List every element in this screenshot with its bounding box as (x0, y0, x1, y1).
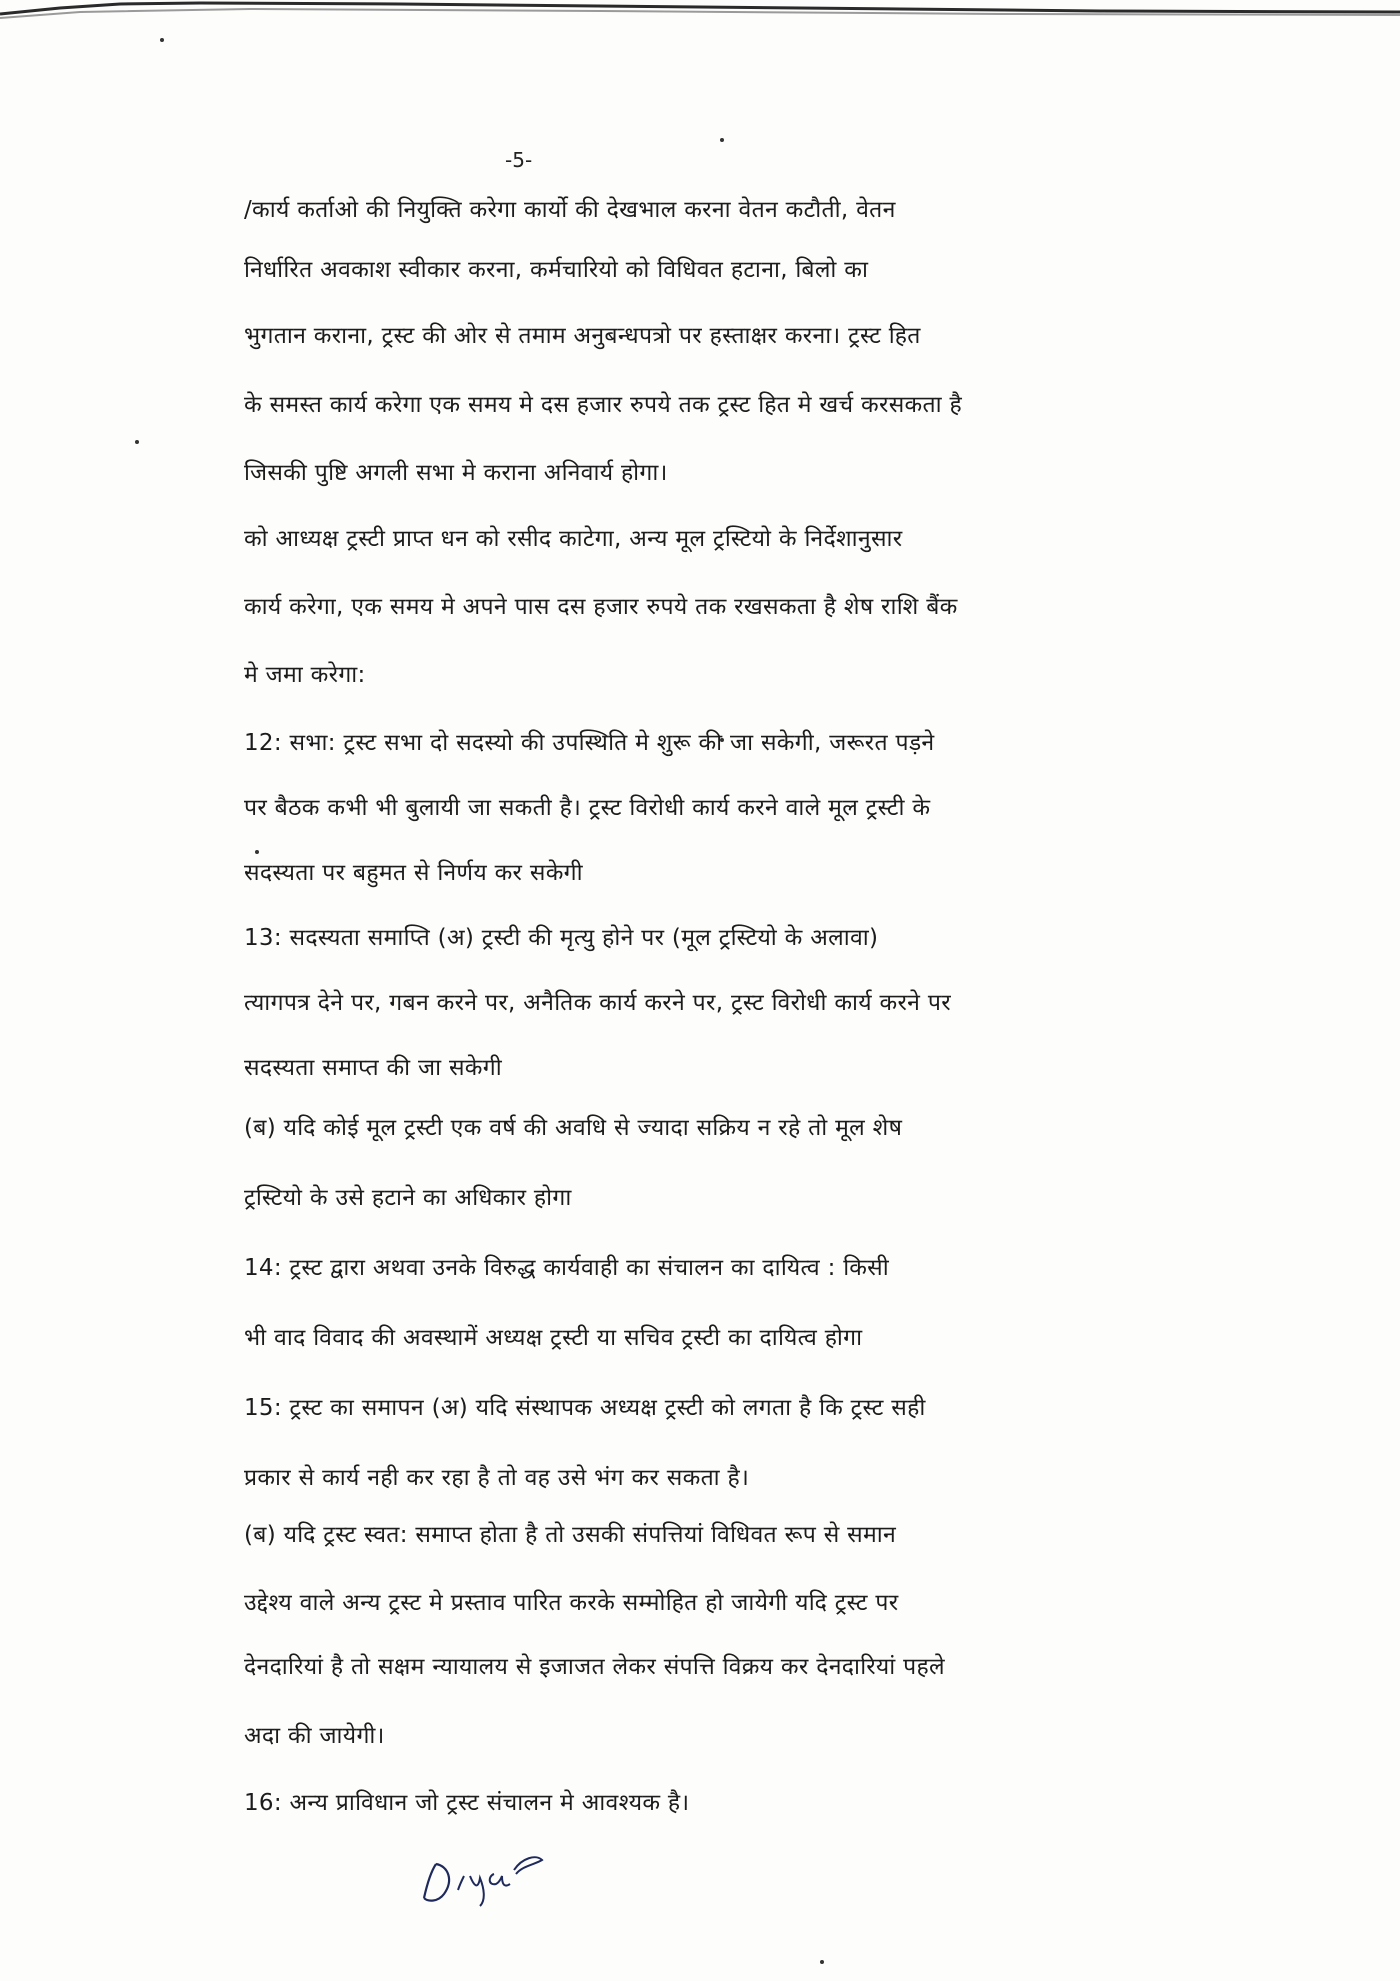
page-number: -5- (505, 148, 533, 172)
scan-speck (720, 138, 724, 142)
text-line: 15: ट्रस्ट का समापन (अ) यदि संस्थापक अध्यक्ष ट्रस्टी को लगता है कि ट्रस्ट सही (244, 1395, 926, 1421)
text-line: /कार्य कर्ताओ की नियुक्ति करेगा कार्यो की देखभाल करना वेतन कटौती, वेतन (244, 197, 896, 223)
text-line: (ब) यदि कोई मूल ट्रस्टी एक वर्ष की अवधि से ज्यादा सक्रिय न रहे तो मूल शेष (244, 1115, 903, 1141)
text-line: 13: सदस्यता समाप्ति (अ) ट्रस्टी की मृत्यु होने पर (मूल ट्रस्टियो के अलावा) (244, 925, 879, 951)
text-line: 14: ट्रस्ट द्वारा अथवा उनके विरुद्ध कार्यवाही का संचालन का दायित्व : किसी (244, 1255, 889, 1281)
text-line: उद्देश्य वाले अन्य ट्रस्ट मे प्रस्ताव पारित करके सम्मोहित हो जायेगी यदि ट्रस्ट पर (244, 1590, 899, 1616)
text-line: निर्धारित अवकाश स्वीकार करना, कर्मचारियो को विधिवत हटाना, बिलो का (244, 257, 869, 283)
handwritten-signature (418, 1840, 548, 1910)
text-line: को आध्यक्ष ट्रस्टी प्राप्त धन को रसीद काटेगा, अन्य मूल ट्रस्टियो के निर्देशानुसार (244, 526, 903, 552)
text-line: देनदारियां है तो सक्षम न्यायालय से इजाजत लेकर संपत्ति विक्रय कर देनदारियां पहले (244, 1654, 945, 1680)
text-line: प्रकार से कार्य नही कर रहा है तो वह उसे भंग कर सकता है। (244, 1465, 750, 1491)
text-line: जिसकी पुष्टि अगली सभा मे कराना अनिवार्य होगा। (244, 460, 668, 486)
text-line: पर बैठक कभी भी बुलायी जा सकती है। ट्रस्ट विरोधी कार्य करने वाले मूल ट्रस्टी के (244, 795, 931, 821)
scan-speck (820, 1960, 824, 1964)
scanned-top-edge (0, 0, 1400, 22)
text-line: (ब) यदि ट्रस्ट स्वत: समाप्त होता है तो उसकी संपत्तियां विधिवत रूप से समान (244, 1522, 897, 1548)
scan-speck (160, 38, 164, 42)
text-line: ट्रस्टियो के उसे हटाने का अधिकार होगा (244, 1185, 572, 1211)
text-line: सदस्यता समाप्त की जा सकेगी (244, 1055, 502, 1081)
text-line: भी वाद विवाद की अवस्थामें अध्यक्ष ट्रस्टी या सचिव ट्रस्टी का दायित्व होगा (244, 1325, 863, 1351)
text-line: अदा की जायेगी। (244, 1723, 385, 1749)
text-line: 16: अन्य प्राविधान जो ट्रस्ट संचालन मे आवश्यक है। (244, 1790, 690, 1816)
text-line: भुगतान कराना, ट्रस्ट की ओर से तमाम अनुबन्धपत्रो पर हस्ताक्षर करना। ट्रस्ट हित (244, 323, 921, 349)
text-line: मे जमा करेगा: (244, 662, 366, 688)
text-line: सदस्यता पर बहुमत से निर्णय कर सकेगी (244, 860, 583, 886)
text-line: 12: सभा: ट्रस्ट सभा दो सदस्यो की उपस्थिति मे शुरू की जा सकेगी, जरूरत पड़ने (244, 730, 935, 756)
scan-speck (255, 850, 259, 854)
scan-speck (135, 440, 139, 444)
text-line: त्यागपत्र देने पर, गबन करने पर, अनैतिक कार्य करने पर, ट्रस्ट विरोधी कार्य करने पर (244, 990, 951, 1016)
text-line: के समस्त कार्य करेगा एक समय मे दस हजार रुपये तक ट्रस्ट हित मे खर्च करसकता है (244, 392, 962, 418)
text-line: कार्य करेगा, एक समय मे अपने पास दस हजार रुपये तक रखसकता है शेष राशि बैंक (244, 594, 958, 620)
